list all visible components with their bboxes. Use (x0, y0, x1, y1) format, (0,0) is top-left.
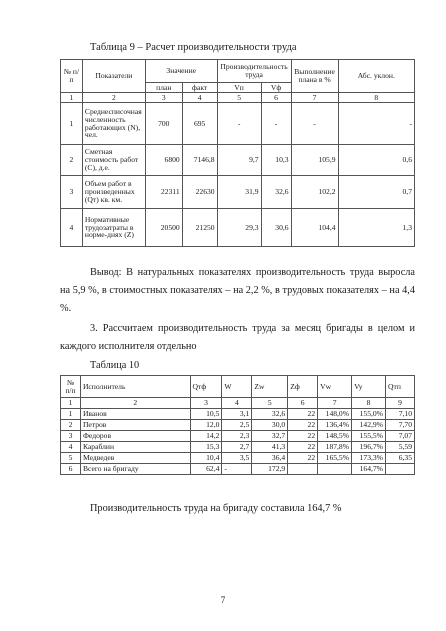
t9-header-vf: Vф (261, 83, 291, 93)
t10-cell-qtf: 10,4 (190, 453, 222, 464)
t10-cell-vw: 148,0% (318, 409, 352, 420)
t10-cell-num: 4 (61, 442, 81, 453)
t9-cell-pct: 102,2 (291, 176, 338, 209)
t9-header-plan: план (145, 83, 182, 93)
t10-cell-name: Медведев (80, 453, 190, 464)
t9-header-indicators: Показатели (82, 60, 145, 93)
t10-cell-vw (318, 464, 352, 475)
t9-cell-plan: 20500 (145, 209, 182, 247)
table-10 (60, 375, 415, 475)
table-row (61, 431, 415, 442)
t10-colnum: 9 (386, 398, 415, 409)
t10-colnum: 1 (61, 398, 81, 409)
table-row (61, 103, 415, 145)
t10-colnum: 7 (318, 398, 352, 409)
t10-cell-w: 2,5 (222, 420, 252, 431)
t10-cell-qtp: 6,35 (386, 453, 415, 464)
t10-header-num: № п/п (61, 376, 81, 398)
t10-cell-zw: 36,4 (252, 453, 288, 464)
t10-cell-qtp: 5,59 (386, 442, 415, 453)
t9-cell-abs: 1,3 (338, 209, 414, 247)
t9-cell-vf: - (261, 103, 291, 145)
t9-cell-plan: 6800 (145, 145, 182, 176)
t10-cell-name: Караблин (80, 442, 190, 453)
t9-cell-fact: 695 (182, 103, 217, 145)
t9-colnum: 1 (61, 93, 83, 103)
t9-cell-name: Сметная стоимость работ (C), д.е. (82, 145, 145, 176)
t10-cell-zf: 22 (288, 420, 318, 431)
t10-cell-w: 2,7 (222, 442, 252, 453)
result-paragraph: Производительность труда на бригаду составила 164,7 % (90, 503, 342, 514)
t10-cell-qtf: 15,3 (190, 442, 222, 453)
t10-colnum: 6 (288, 398, 318, 409)
t9-header-fact: факт (182, 83, 217, 93)
t9-cell-name: Нормативные трудозатраты в норме-днях (Z) (82, 209, 145, 247)
t10-cell-num: 5 (61, 453, 81, 464)
t9-colnum: 8 (338, 93, 414, 103)
t10-cell-vw: 165,5% (318, 453, 352, 464)
t9-colnum: 7 (291, 93, 338, 103)
t10-cell-qtp: 7,10 (386, 409, 415, 420)
t9-cell-num: 4 (61, 209, 83, 247)
table10-caption: Таблица 10 (90, 360, 140, 371)
table-row (61, 442, 415, 453)
t9-header-abs-dev: Абс. уклон. (338, 60, 414, 93)
t9-cell-fact: 21250 (182, 209, 217, 247)
t9-colnum: 3 (145, 93, 182, 103)
t9-cell-vp: 31,9 (217, 176, 261, 209)
t10-cell-vy: 155,5% (352, 431, 386, 442)
t10-cell-vw: 136,4% (318, 420, 352, 431)
t9-cell-plan: 700 (145, 103, 182, 145)
page-number: 7 (220, 595, 226, 605)
table-row (61, 409, 415, 420)
t10-cell-name: Всего на бригаду (80, 464, 190, 475)
t10-cell-num: 3 (61, 431, 81, 442)
t9-cell-pct: 105,9 (291, 145, 338, 176)
t10-header-qtp: Qтп (386, 376, 415, 398)
t10-colnum: 2 (80, 398, 190, 409)
t9-header-value: Значение (145, 60, 217, 83)
t9-cell-fact: 7146,8 (182, 145, 217, 176)
t10-cell-zw: 32,7 (252, 431, 288, 442)
t9-colnum: 4 (182, 93, 217, 103)
table-row (61, 420, 415, 431)
t9-cell-abs: 0,7 (338, 176, 414, 209)
t10-cell-zf: 22 (288, 453, 318, 464)
t10-cell-name: Иванов (80, 409, 190, 420)
table-9 (60, 59, 415, 247)
t10-cell-zw: 172,9 (252, 464, 288, 475)
t9-cell-name: Объем работ в произведенных (Qт) кв. км. (82, 176, 145, 209)
t10-cell-zw: 41,3 (252, 442, 288, 453)
t10-cell-num: 2 (61, 420, 81, 431)
t10-cell-qtf: 14,2 (190, 431, 222, 442)
t9-cell-num: 1 (61, 103, 83, 145)
t9-cell-num: 3 (61, 176, 83, 209)
t9-cell-vf: 30,6 (261, 209, 291, 247)
t9-cell-abs: 0,6 (338, 145, 414, 176)
t10-cell-w: 2,3 (222, 431, 252, 442)
t10-cell-qtp (386, 464, 415, 475)
t9-colnum: 5 (217, 93, 261, 103)
t9-cell-pct: - (291, 103, 338, 145)
t9-cell-pct: 104,4 (291, 209, 338, 247)
conclusion-paragraph: Вывод: В натуральных показателях производительность труда выросла на 5,9 %, в стоимостных показателях – на 2,2 %, в трудовых показателях – на 4,4 %. (60, 267, 415, 314)
t10-cell-vy: 196,7% (352, 442, 386, 453)
t9-cell-plan: 22311 (145, 176, 182, 209)
t10-cell-qtf: 12,0 (190, 420, 222, 431)
t9-header-num: № п/п (61, 60, 83, 93)
t9-cell-vf: 32,6 (261, 176, 291, 209)
table9-caption: Таблица 9 – Расчет производительности труда (90, 42, 297, 53)
t10-colnum: 8 (352, 398, 386, 409)
t10-cell-zw: 32,6 (252, 409, 288, 420)
table-row (61, 145, 415, 176)
t10-cell-zf (288, 464, 318, 475)
t10-cell-zw: 30,0 (252, 420, 288, 431)
t10-cell-zf: 22 (288, 409, 318, 420)
t10-cell-vy: 142,9% (352, 420, 386, 431)
table-row (61, 453, 415, 464)
t10-cell-qtp: 7,07 (386, 431, 415, 442)
t10-colnum: 5 (252, 398, 288, 409)
t9-cell-vp: - (217, 103, 261, 145)
t10-colnum: 4 (222, 398, 252, 409)
t9-header-productivity: Производительность труда (217, 60, 291, 83)
step3-paragraph: 3. Рассчитаем производительность труда за месяц бригады в целом и каждого исполнителя отдельно (60, 323, 415, 352)
table-row-total (61, 464, 415, 475)
t10-cell-w: - (222, 464, 252, 475)
t9-cell-num: 2 (61, 145, 83, 176)
t10-cell-vy: 164,7% (352, 464, 386, 475)
t9-colnum: 6 (261, 93, 291, 103)
t10-cell-qtf: 62,4 (190, 464, 222, 475)
t10-cell-num: 6 (61, 464, 81, 475)
t9-cell-vp: 9,7 (217, 145, 261, 176)
t9-header-vp: Vп (217, 83, 261, 93)
t10-cell-vw: 187,8% (318, 442, 352, 453)
t10-cell-name: Федоров (80, 431, 190, 442)
t10-cell-vw: 148,5% (318, 431, 352, 442)
t9-cell-abs: - (338, 103, 414, 145)
t10-cell-w: 3,1 (222, 409, 252, 420)
t10-cell-vy: 173,3% (352, 453, 386, 464)
t10-cell-name: Петров (80, 420, 190, 431)
t10-header-executor: Исполнитель (80, 376, 190, 398)
t9-cell-name: Среднесписочная численность работающих (N), чел. (82, 103, 145, 145)
t9-colnum: 2 (82, 93, 145, 103)
t9-cell-vf: 10,3 (261, 145, 291, 176)
t10-header-vy: Vy (352, 376, 386, 398)
t10-header-zf: Zф (288, 376, 318, 398)
t10-header-qtf: Qтф (190, 376, 222, 398)
t10-colnum: 3 (190, 398, 222, 409)
table-row (61, 176, 415, 209)
t10-header-vw: Vw (318, 376, 352, 398)
t9-header-fulfillment: Выполнение плана в % (291, 60, 338, 93)
t10-cell-vy: 155,0% (352, 409, 386, 420)
t10-cell-w: 3,5 (222, 453, 252, 464)
t10-cell-qtf: 10,5 (190, 409, 222, 420)
t10-header-w: W (222, 376, 252, 398)
t10-cell-qtp: 7,70 (386, 420, 415, 431)
t10-cell-zf: 22 (288, 442, 318, 453)
t10-cell-num: 1 (61, 409, 81, 420)
table-row (61, 209, 415, 247)
t9-cell-vp: 29,3 (217, 209, 261, 247)
t10-header-zw: Zw (252, 376, 288, 398)
t10-cell-zf: 22 (288, 431, 318, 442)
t9-cell-fact: 22630 (182, 176, 217, 209)
